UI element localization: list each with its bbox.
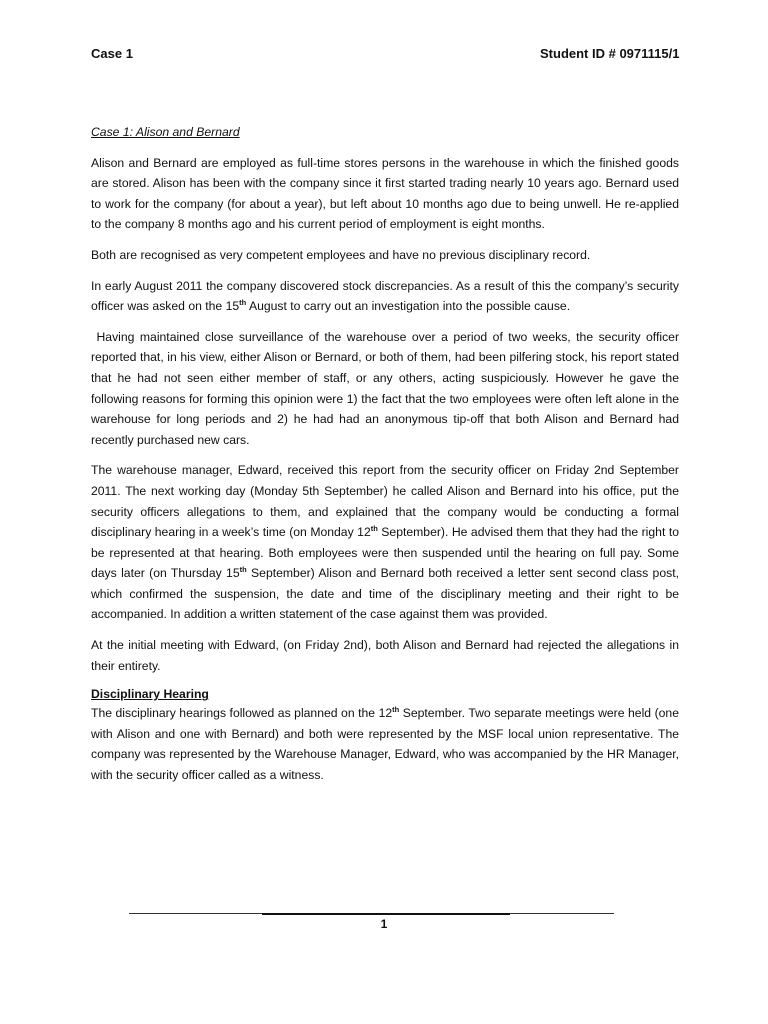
paragraph-discrepancies bbox=[91, 276, 679, 317]
header-student-id: Student ID # 0971115/1 bbox=[540, 46, 680, 61]
text-fragment: In early August 2011 the company discovered stock discrepancies. As a result of this the company’s security officer was asked on the 15 bbox=[91, 278, 679, 314]
paragraph-initial-meeting: At the initial meeting with Edward, (on Friday 2nd), both Alison and Bernard had rejected the allegations in their entirety. bbox=[91, 638, 679, 673]
subheading-disciplinary-hearing: Disciplinary Hearing bbox=[91, 687, 209, 702]
ordinal-suffix: th bbox=[239, 298, 247, 308]
text-fragment: September) Alison and Bernard both received a letter sent second class post, which confirmed the suspension, the date and time of the disciplinary meeting and their right to be accompanied. In addition a written statement of the case against them was provided. bbox=[91, 566, 679, 622]
case-title: Case 1: Alison and Bernard bbox=[91, 125, 240, 139]
text-fragment: The disciplinary hearings followed as planned on the 12 bbox=[91, 706, 393, 721]
paragraph-employees: Alison and Bernard are employed as full-time stores persons in the warehouse in which the finished goods are stored. Alison has been with the company since it first started trading nearly 10 years ago. Bernard used to work for the company (for about a year), but left about 10 months ago due to being unwell. He re-applied to the company 8 months ago and his current period of employment is eight months. bbox=[91, 155, 679, 232]
paragraph-warehouse-manager bbox=[91, 460, 679, 625]
ordinal-suffix: th bbox=[392, 705, 400, 715]
paragraph-record: Both are recognised as very competent employees and have no previous disciplinary record. bbox=[91, 247, 591, 262]
ordinal-suffix: th bbox=[239, 565, 247, 575]
page-number: 1 bbox=[380, 917, 388, 931]
text-fragment: September). He advised them that they had the right to be represented at that hearing. Both employees were then suspended until the hearing on full pay. Some days later (on Thursday 15 bbox=[91, 525, 679, 581]
document-body bbox=[91, 122, 679, 796]
paragraph-hearing bbox=[91, 703, 679, 785]
text-fragment: September. Two separate meetings were held (one with Alison and one with Bernard) and both were represented by the MSF local union representative. The company was represented by the Warehouse Manager, Edward, who was accompanied by the HR Manager, with the security officer called as a witness. bbox=[91, 706, 679, 783]
paragraph-surveillance bbox=[91, 327, 679, 451]
ordinal-suffix: th bbox=[370, 524, 378, 534]
text-fragment: The warehouse manager, Edward, received this report from the security officer on Friday 2nd September 2011. The next working day (Monday 5th September) he called Alison and Bernard into his office, put the security officers allegations to them, and explained that the company would be conducting a formal disciplinary hearing in a week’s time (on Monday 12 bbox=[91, 463, 679, 540]
text-fragment: Having maintained close surveillance of the warehouse over a period of two weeks, the security officer reported that, in his view, either Alison or Bernard, or both of them, had been pilfering stock, his report stated that he had not seen either member of staff, or any others, acting suspiciously. However he gave the following reasons for forming this opinion were 1) the fact that the two employees were often left alone in the warehouse for long periods and 2) he had had an anonymous tip-off that both Alison and Bernard had recently purchased new cars. bbox=[91, 329, 679, 447]
footer-rule-accent bbox=[262, 913, 510, 915]
header-case-label: Case 1 bbox=[91, 46, 133, 61]
text-fragment: August to carry out an investigation into the possible cause. bbox=[246, 299, 571, 314]
